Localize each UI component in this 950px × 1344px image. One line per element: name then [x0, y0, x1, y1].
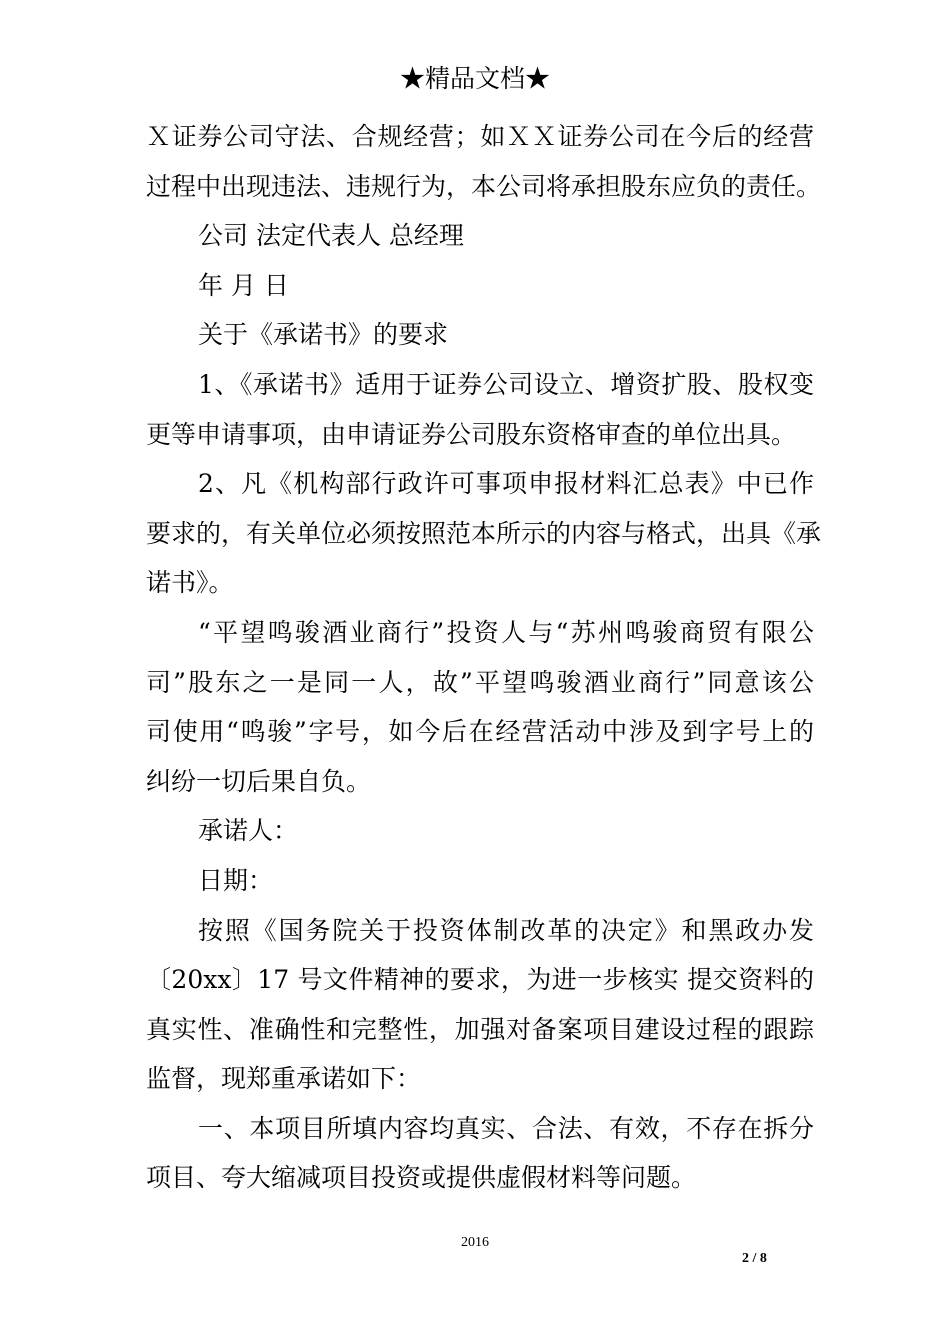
text-line: 要求的，有关单位必须按照范本所示的内容与格式，出具《承 [146, 518, 822, 548]
text-line: 司”股东之一是同一人，故”平望鸣骏酒业商行”同意该公 [146, 667, 814, 697]
page-header-title: ★精品文档★ [399, 64, 550, 93]
text-line: 1、《承诺书》适用于证券公司设立、增资扩股、股权变 [198, 369, 814, 399]
text-line: 监督，现郑重承诺如下： [146, 1064, 422, 1094]
page-number: 2 / 8 [742, 1251, 767, 1266]
text-line: 司使用“鸣骏”字号，如今后在经营活动中涉及到字号上的 [146, 717, 814, 747]
text-line: 日期： [198, 865, 274, 895]
text-line: 公司 法定代表人 总经理 [198, 221, 464, 251]
text-line: 承诺人： [198, 816, 299, 846]
document-body [146, 112, 822, 1203]
text-line: 一、本项目所填内容均真实、合法、有效，不存在拆分 [198, 1113, 814, 1143]
text-line: 更等申请事项，由申请证券公司股东资格审查的单位出具。 [146, 419, 797, 449]
text-line: 纠纷一切后果自负。 [146, 766, 372, 796]
text-line: “平望鸣骏酒业商行”投资人与“苏州鸣骏商贸有限公 [198, 617, 814, 647]
footer-year: 2016 [461, 1235, 489, 1250]
text-line: 年 月 日 [198, 270, 289, 300]
text-line: Ｘ证券公司守法、合规经营；如ＸＸ证券公司在今后的经营 [146, 122, 814, 151]
text-line: 过程中出现违法、违规行为，本公司将承担股东应负的责任。 [146, 171, 822, 201]
text-line: 按照《国务院关于投资体制改革的决定》和黑政办发 [198, 915, 814, 945]
text-line: 项目、夸大缩减项目投资或提供虚假材料等问题。 [146, 1163, 697, 1193]
text-line: 〔20xx〕17 号文件精神的要求，为进一步核实 提交资料的 [146, 965, 814, 995]
text-line: 2、凡《机构部行政许可事项申报材料汇总表》中已作 [198, 469, 814, 499]
text-line: 关于《承诺书》的要求 [198, 320, 449, 350]
text-line: 诺书》。 [146, 568, 234, 598]
text-line: 真实性、准确性和完整性，加强对备案项目建设过程的跟踪 [146, 1014, 814, 1044]
